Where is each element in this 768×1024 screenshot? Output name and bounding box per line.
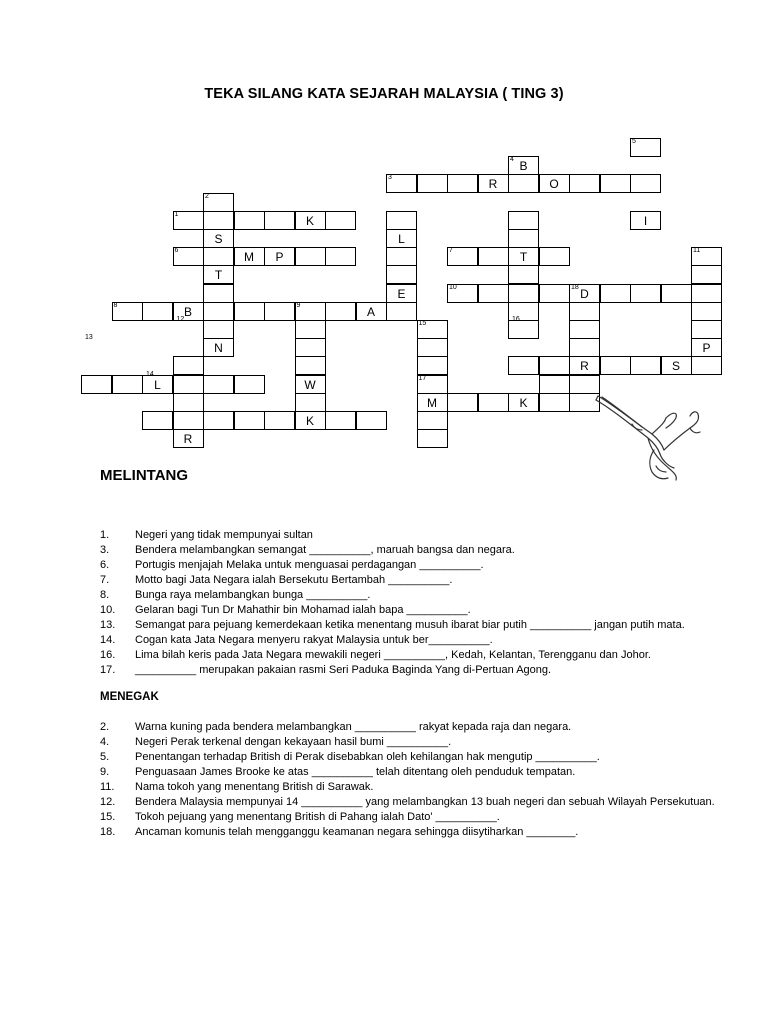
crossword-cell[interactable] [417,429,448,448]
crossword-cell[interactable] [325,247,356,266]
crossword-letter: D [580,286,589,301]
down-clue-list [100,720,760,840]
clue-number-1: 1 [174,210,179,218]
crossword-letter: P [702,341,711,356]
clue-down-12: 12. Bendera Malaysia mempunyai 14 __________ yang melambangkan 13 buah negeri dan sebuah Wilayah Persekutuan. [100,796,715,808]
crossword-cell[interactable] [356,302,387,321]
crossword-letter: K [305,414,314,428]
crossword-cell[interactable] [478,174,509,193]
crossword-letter: I [643,213,648,228]
crossword-cell[interactable] [569,174,600,193]
crossword-cell[interactable] [112,302,143,321]
crossword-cell[interactable] [356,411,387,430]
crossword-cell[interactable] [417,338,448,357]
crossword-cell[interactable] [508,211,539,230]
clue-across-8: 8. Bunga raya melambangkan bunga __________. [100,589,371,601]
crossword-letter: E [397,286,406,301]
crossword-cell[interactable] [600,284,631,303]
clue-down-5: 5. Penentangan terhadap British di Perak disebabkan oleh kehilangan hak mengutip __________. [100,751,600,763]
crossword-cell[interactable] [264,411,295,430]
crossword-letter: B [519,159,528,174]
clue-number-15: 15 [418,320,427,327]
crossword-letter: O [549,177,559,192]
crossword-cell[interactable] [691,302,722,321]
clue-down-4: 4. Negeri Perak terkenal dengan kekayaan hasil bumi __________. [100,736,452,748]
clue-number-10: 10 [449,283,457,291]
clue-across-7: 7. Motto bagi Jata Negara ialah Bersekutu Bertambah __________. [100,574,453,586]
clue-across-16: 16. Lima bilah keris pada Jata Negara mewakili negeri __________, Kedah, Kelantan, Terengganu dan Johor. [100,649,651,661]
clue-number-16: 16 [512,316,520,324]
crossword-cell[interactable] [325,302,356,321]
crossword-letter: R [183,432,193,447]
crossword-cell[interactable] [508,229,539,248]
crossword-cell[interactable] [569,320,600,339]
crossword-cell[interactable] [234,411,265,430]
crossword-cell[interactable] [539,247,570,266]
crossword-cell[interactable] [691,247,722,266]
crossword-cell[interactable] [325,211,356,230]
crossword-cell[interactable] [569,356,600,375]
clue-across-6: 6. Portugis menjajah Melaka untuk menguasai perdagangan __________. [100,559,484,571]
crossword-cell[interactable] [295,211,326,230]
crossword-cell[interactable] [142,302,173,321]
clue-across-1: 1. Negeri yang tidak mempunyai sultan [100,529,313,541]
crossword-cell[interactable] [691,338,722,357]
crossword-cell[interactable] [478,393,509,412]
crossword-cell[interactable] [234,247,265,266]
crossword-letter: K [519,395,528,410]
crossword-cell[interactable] [508,393,539,412]
crossword-letter: R [488,177,498,192]
page-title: TEKA SILANG KATA SEJARAH MALAYSIA ( TING 3) [204,86,564,102]
clue-down-2: 2. Warna kuning pada bendera melambangkan __________ rakyat kepada raja dan negara. [100,721,572,733]
across-heading: MELINTANG [100,467,189,484]
crossword-cell[interactable] [447,174,478,193]
clue-number-14: 14 [146,370,154,378]
crossword-cell[interactable] [264,211,295,230]
clue-number-2: 2 [205,192,209,200]
crossword-cell[interactable] [569,302,600,321]
clue-down-15: 15. Tokoh pejuang yang menentang British di Pahang ialah Dato' __________. [100,811,500,823]
crossword-cell[interactable] [417,320,448,339]
crossword-cell[interactable] [630,356,661,375]
clue-number-17: 17 [418,374,427,382]
crossword-cell[interactable] [508,265,539,284]
crossword-cell[interactable] [173,211,204,230]
down-heading: MENEGAK [100,691,159,703]
crossword-cell[interactable] [447,247,478,266]
crossword-cell[interactable] [203,338,234,357]
crossword-cell[interactable] [539,174,570,193]
crossword-cell[interactable] [173,393,204,412]
crossword-cell[interactable] [325,411,356,430]
crossword-cell[interactable] [691,284,722,303]
crossword-cell[interactable] [661,356,692,375]
crossword-cell[interactable] [203,211,234,230]
clue-across-13: 13. Semangat para pejuang kemerdekaan ketika menentang musuh ibarat biar putih __________ jangan putih mata. [100,619,685,631]
crossword-letter: T [214,268,223,283]
crossword-cell[interactable] [630,174,661,193]
clue-across-3: 3. Bendera melambangkan semangat __________, maruah bangsa dan negara. [100,544,515,556]
crossword-cell[interactable] [264,247,295,266]
crossword-cell[interactable] [203,375,234,394]
crossword-cell[interactable] [203,411,234,430]
crossword-cell[interactable] [295,411,326,430]
crossword-cell[interactable] [112,375,143,394]
crossword-cell[interactable] [447,393,478,412]
crossword-cell[interactable] [478,247,509,266]
across-clue-list [100,528,760,678]
clue-number-4: 4 [510,156,514,164]
crossword-cell[interactable] [539,284,570,303]
crossword-cell[interactable] [508,247,539,266]
clue-number-8: 8 [113,301,118,309]
crossword-cell[interactable] [203,265,234,284]
crossword-cell[interactable] [295,302,326,321]
clue-down-18: 18. Ancaman komunis telah mengganggu keamanan negara sehingga diisytiharkan ________. [100,826,579,838]
crossword-cell[interactable] [600,174,631,193]
crossword-letter: B [183,304,192,319]
crossword-cell[interactable] [691,320,722,339]
crossword-cell[interactable] [630,211,661,230]
crossword-cell[interactable] [386,247,417,266]
crossword-cell[interactable] [478,284,509,303]
crossword-cell[interactable] [234,375,265,394]
crossword-cell[interactable] [508,156,539,175]
crossword-cell[interactable] [173,356,204,375]
crossword-cell[interactable] [417,375,448,394]
crossword-cell[interactable] [539,393,570,412]
crossword-cell[interactable] [203,302,234,321]
clue-across-14: 14. Cogan kata Jata Negara menyeru rakyat Malaysia untuk ber__________. [100,634,493,646]
crossword-cell[interactable] [203,229,234,248]
crossword-cell[interactable] [295,247,326,266]
crossword-cell[interactable] [295,356,326,375]
crossword-cell[interactable] [386,229,417,248]
clue-down-9: 9. Penguasaan James Brooke ke atas __________ telah ditentang oleh penduduk tempatan. [100,766,576,778]
crossword-letter: S [671,359,680,374]
clue-number-5: 5 [632,138,636,145]
crossword-cell[interactable] [508,174,539,193]
crossword-cell[interactable] [447,284,478,303]
crossword-letter: R [580,359,589,374]
clue-number-6: 6 [174,247,179,255]
crossword-letter: S [214,232,223,246]
clue-number-3: 3 [388,174,392,182]
crossword-letter: M [427,395,437,410]
clue-number-18: 18 [571,283,579,291]
clue-down-11: 11. Nama tokoh yang menentang British di Sarawak. [100,781,374,793]
clue-across-10: 10. Gelaran bagi Tun Dr Mahathir bin Mohamad ialah bapa __________. [100,604,471,616]
crossword-letter: L [154,377,161,392]
crossword-cell[interactable] [173,247,204,266]
crossword-cell[interactable] [417,411,448,430]
crossword-letter: W [304,377,316,392]
crossword-cell[interactable] [508,284,539,303]
crossword-cell[interactable] [630,138,661,157]
crossword-cell[interactable] [417,174,448,193]
crossword-letter: P [275,250,284,265]
crossword-letter: T [519,250,528,265]
crossword-cell[interactable] [569,284,600,303]
crossword-cell[interactable] [386,265,417,284]
crossword-cell[interactable] [234,211,265,230]
crossword-cell[interactable] [417,393,448,412]
crossword-cell[interactable] [386,211,417,230]
crossword-cell[interactable] [264,302,295,321]
clue-number-11: 11 [693,247,701,255]
crossword-cell[interactable] [295,393,326,412]
crossword-cell[interactable] [142,411,173,430]
crossword-cell[interactable] [630,284,661,303]
crossword-cell[interactable] [386,284,417,303]
crossword-cell[interactable] [508,356,539,375]
crossword-letter: A [366,304,375,319]
crossword-cell[interactable] [569,338,600,357]
crossword-cell[interactable] [173,429,204,448]
crossword-cell[interactable] [234,302,265,321]
crossword-cell[interactable] [81,375,112,394]
crossword-cell[interactable] [600,356,631,375]
crossword-cell[interactable] [173,375,204,394]
crossword-cell[interactable] [691,265,722,284]
crossword-cell[interactable] [539,375,570,394]
crossword-cell[interactable] [295,338,326,357]
crossword-cell[interactable] [203,284,234,303]
crossword-cell[interactable] [173,411,204,430]
clue-number-9: 9 [296,301,301,309]
crossword-cell[interactable] [661,284,692,303]
crossword-cell[interactable] [539,356,570,375]
crossword-letter: L [398,232,405,246]
clue-across-17: 17. __________ merupakan pakaian rasmi Seri Paduka Baginda Yang di-Pertuan Agong. [100,664,552,676]
crossword-cell[interactable] [386,174,417,193]
clue-number-7: 7 [449,247,453,255]
crossword-cell[interactable] [203,193,234,212]
crossword-cell[interactable] [203,247,234,266]
clue-number-12: 12 [176,316,185,324]
crossword-cell[interactable] [417,356,448,375]
crossword-cell[interactable] [295,375,326,394]
keris-illustration [592,384,704,482]
crossword-cell[interactable] [386,302,417,321]
crossword-letter: N [214,341,223,356]
clue-number-13: 13 [85,334,93,342]
crossword-cell[interactable] [295,320,326,339]
crossword-cell[interactable] [691,356,722,375]
crossword-letter: M [244,250,254,265]
crossword-letter: K [305,213,314,228]
crossword-cell[interactable] [203,320,234,339]
